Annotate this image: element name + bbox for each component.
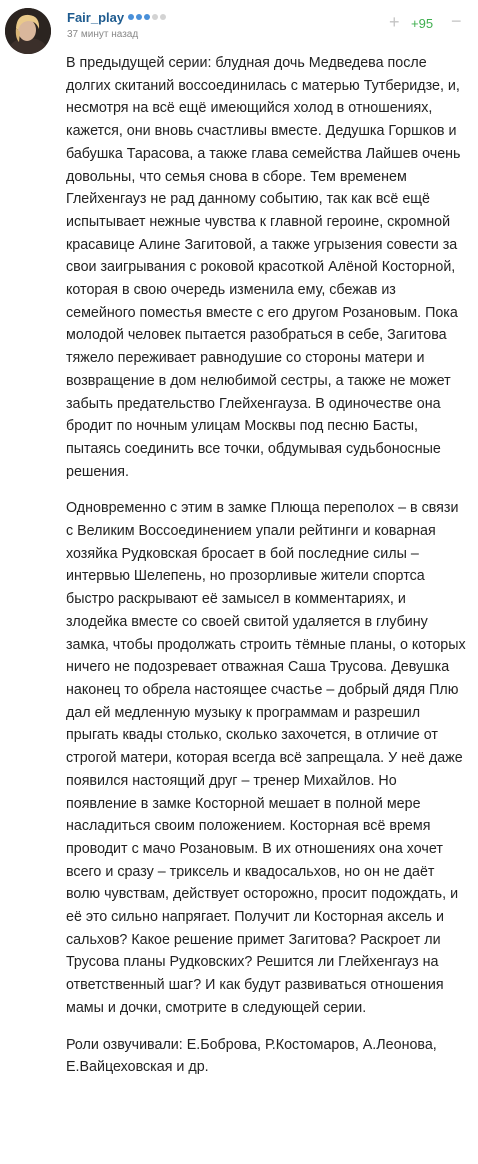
comment-timestamp: 37 минут назад [67, 29, 139, 40]
avatar[interactable] [5, 8, 51, 54]
rating-dot [136, 14, 142, 20]
rating-dot [128, 14, 134, 20]
rating-dot [160, 14, 166, 20]
username[interactable]: Fair_play [67, 10, 125, 25]
plus-icon[interactable]: + [389, 12, 400, 32]
vote-count: +95 [411, 16, 434, 31]
comment-paragraph: Одновременно с этим в замке Плюща переполох – в связи с Великим Воссоединением упали рейтинги и коварная хозяйка Рудковская бросает в бой последние силы – интервью Шелепень, но прозорливые жители спортса быстро раскрывают её замысел в комментариях, и злодейка вместе со своей свитой удаляется в глубину замка, чтобы продолжать строить тёмные планы, о которых ничего не подозревает отважная Саша Трусова. Девушка наконец то обрела настоящее счастье – добрый дядя Плю дал ей медленную музыку к программам и разрешил прыгать квады столько, сколько захочется, в отличие от строгой матери, которая всегда всё запрещала. У неё даже появился настоящий друг – тренер Михайлов. Но появление в замке Косторной мешает в полной мере насладиться своим положением. Косторная всё время проводит с мачо Розановым. В их отношениях она хочет всего и сразу – триксель и квадосальхов, но он не даёт волю чувствам, действует осторожно, просит подождать, и её это сильно напрягает. Получит ли Косторная аксель и сальхов? Какое решение примет Загитова? Раскроет ли Трусова планы Рудковских? Решится ли Глейхенгауз на ответственный шаг? И как будут развиваться отношения мамы и дочки, смотрите в следующей серии. [66, 500, 466, 1016]
user-avatar-photo-icon [5, 8, 51, 54]
comment-body [66, 52, 466, 1079]
rating-dot [152, 14, 158, 20]
minus-icon[interactable]: − [451, 11, 462, 31]
comment-header [0, 0, 478, 50]
user-rating-dots [128, 14, 166, 20]
comment-paragraph: В предыдущей серии: блудная дочь Медведева после долгих скитаний воссоединилась с матерью Тутберидзе, и, несмотря на всё ещё имеющийся холод в отношениях, кажется, они вновь счастливы вместе. Дедушка Горшков и бабушка Тарасова, а также глава семейства Лайшев очень довольны, что семья снова в сборе. Тем временем Глейхенгауз не рад данному событию, так как всё ещё испытывает нежные чувства к главной героине, скромной красавице Алине Загитовой, а также угрызения совести за свои заигрывания с роковой красоткой Алёной Косторной, которая в свою очередь изменила ему, сбежав из семейного поместья вместе с его другом Розановым. Пока молодой человек пытается разобраться в себе, Загитова тяжело переживает равнодушие со стороны матери и возвращение в дом нелюбимой сестры, а также не может забыть предательство Глейхенгауза. В одиночестве она бродит по ночным улицам Москвы под песню Басты, пытаясь соединить все точки, обдумывая судьбоносные решения. [66, 55, 461, 480]
rating-dot [144, 14, 150, 20]
comment-paragraph: Роли озвучивали: Е.Боброва, Р.Костомаров, А.Леонова, Е.Вайцеховская и др. [66, 1036, 437, 1076]
